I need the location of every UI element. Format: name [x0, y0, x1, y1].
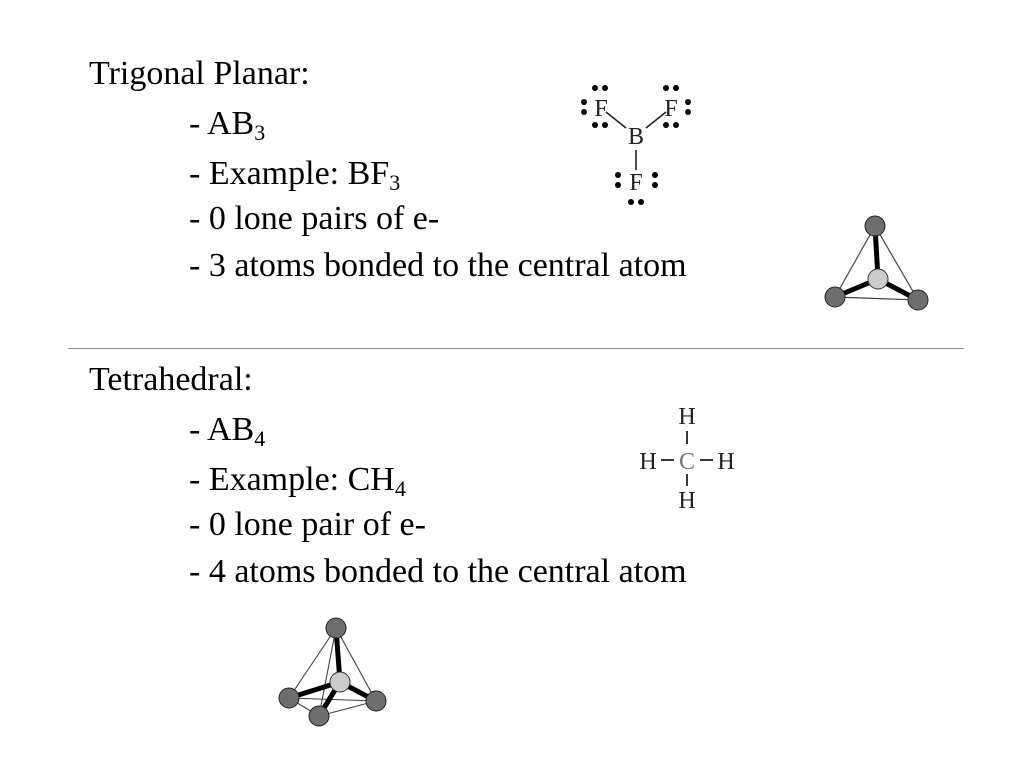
tetrahedral-formula-line: [189, 410, 265, 450]
trigonal-outer-atom-top: [865, 216, 885, 236]
trigonal-planar-heading: Trigonal Planar:: [89, 55, 310, 92]
bf3-fluorine-top-right: F: [664, 96, 678, 122]
tetrahedral-outer-atom-front: [309, 706, 329, 726]
tetrahedral-outer-atom-right: [366, 691, 386, 711]
ch4-carbon-center: C: [678, 449, 696, 475]
tetrahedral-central-atom: [330, 672, 350, 692]
trigonal-outer-atom-right: [908, 290, 928, 310]
tetrahedral-outer-atom-top: [326, 618, 346, 638]
tetrahedral-heading: Tetrahedral:: [89, 361, 253, 398]
bf3-boron-center: B: [627, 124, 645, 150]
trigonal-formula-text: - AB: [189, 105, 255, 142]
tetrahedral-lone-pairs-line: - 0 lone pair of e-: [189, 506, 426, 543]
tetrahedral-formula-subscript: 4: [254, 426, 266, 451]
trigonal-planar-ball-stick-model: [818, 212, 930, 316]
tetrahedral-bonded-atoms-line: - 4 atoms bonded to the central atom: [189, 553, 687, 590]
trigonal-example-subscript: 3: [389, 170, 401, 195]
tetrahedral-ball-stick-model: [272, 612, 397, 734]
trigonal-formula-subscript: 3: [254, 120, 266, 145]
ch4-lewis-structure: [632, 398, 742, 516]
tetrahedral-example-line: [189, 460, 406, 500]
ch4-hydrogen-bottom: H: [678, 488, 696, 514]
bf3-fluorine-bottom: F: [629, 170, 643, 196]
ch4-hydrogen-right: H: [717, 449, 735, 475]
ch4-hydrogen-left: H: [639, 449, 657, 475]
tetrahedral-formula-text: - AB: [189, 411, 255, 448]
trigonal-example-text: - Example: BF: [189, 155, 390, 192]
tetrahedral-outline: [289, 628, 376, 716]
bf3-fluorine-top-left: F: [594, 96, 608, 122]
bf3-lewis-structure: [575, 80, 705, 215]
trigonal-formula-line: [189, 104, 265, 144]
trigonal-example-line: [189, 154, 400, 194]
trigonal-outer-atom-left: [825, 287, 845, 307]
trigonal-central-atom: [868, 269, 888, 289]
bf3-bond-right: [646, 112, 666, 128]
bf3-bond-left: [606, 112, 626, 128]
section-divider: [68, 348, 964, 349]
tetrahedral-example-text: - Example: CH: [189, 461, 395, 498]
trigonal-lone-pairs-line: - 0 lone pairs of e-: [189, 200, 440, 237]
tetrahedral-outer-atom-left: [279, 688, 299, 708]
ch4-hydrogen-top: H: [678, 404, 696, 430]
tetrahedral-example-subscript: 4: [394, 476, 406, 501]
trigonal-bonded-atoms-line: - 3 atoms bonded to the central atom: [189, 247, 687, 284]
